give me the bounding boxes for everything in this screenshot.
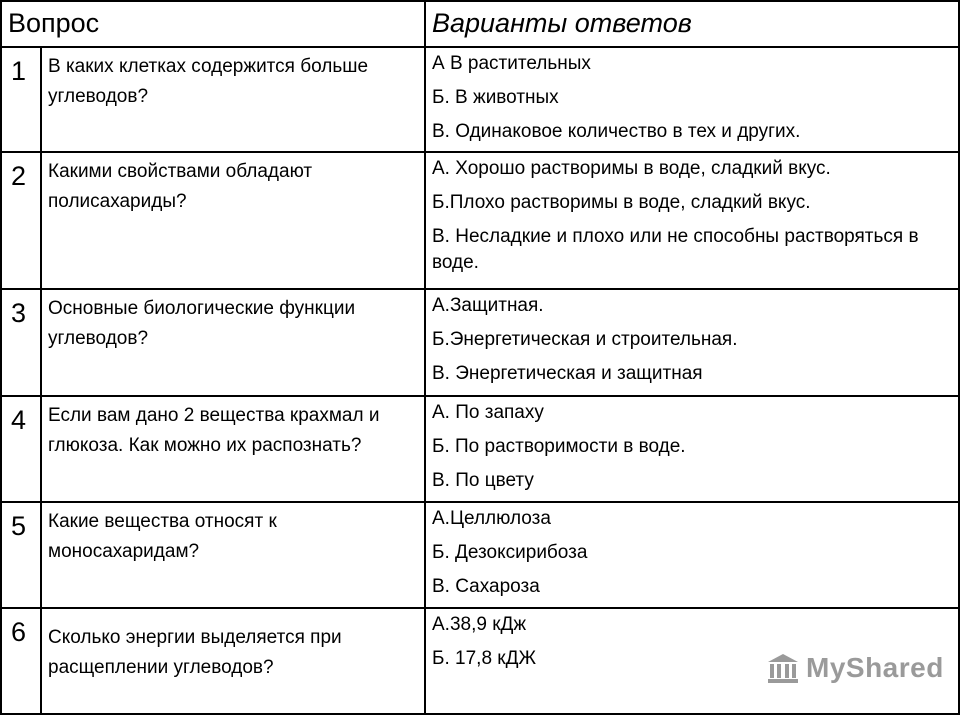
question-text: Какими свойствами обладают полисахариды? [41,152,425,289]
answer-option: А.Защитная. [432,295,544,316]
question-text: Основные биологические функции углеводов? [41,289,425,396]
header-answers-cell [425,1,959,47]
watermark-logo [766,652,944,684]
answer-option: А.38,9 кДж [432,614,527,635]
question-text: Сколько энергии выделяется при расщеплении углеводов? [41,608,425,714]
answer-option: А. По запаху [432,402,544,423]
answer-option: А. Хорошо растворимы в воде, сладкий вкус. [432,158,831,179]
question-text: В каких клетках содержится больше углеводов? [41,47,425,152]
answer-option: В. Одинаковое количество в тех и других. [432,121,801,142]
answer-option: Б. В животных [432,87,559,108]
answer-option: Б. 17,8 кДЖ [432,648,537,669]
answer-options [425,47,959,152]
watermark-text: MyShared [806,652,944,683]
answer-option: Б.Энергетическая и строительная. [432,329,738,350]
table-row [1,152,959,289]
header-row [1,1,959,47]
table-row [1,289,959,396]
row-number: 2 [1,152,41,289]
row-number: 5 [1,502,41,608]
answer-option: В. Несладкие и плохо или не способны растворяться в воде. [432,226,919,273]
row-number: 1 [1,47,41,152]
answer-option: А В растительных [432,53,591,74]
header-question: Вопрос [8,8,100,38]
answer-option: А.Целлюлоза [432,508,551,529]
question-text: Какие вещества относят к моносахаридам? [41,502,425,608]
row-number: 6 [1,608,41,714]
building-icon [766,652,800,684]
answer-options [425,396,959,502]
row-number: 3 [1,289,41,396]
answer-options [425,289,959,396]
table-row [1,396,959,502]
answer-option: Б. Дезоксирибоза [432,542,588,563]
header-answers: Варианты ответов [432,8,692,38]
answer-options [425,152,959,289]
header-question-cell [1,1,425,47]
table-row [1,47,959,152]
row-number: 4 [1,396,41,502]
answer-option: В. По цвету [432,470,534,491]
answer-option: Б. По растворимости в воде. [432,436,686,457]
answer-option: В. Сахароза [432,576,540,597]
table-row [1,502,959,608]
answer-option: В. Энергетическая и защитная [432,363,703,384]
answer-options [425,502,959,608]
answer-option: Б.Плохо растворимы в воде, сладкий вкус. [432,192,811,213]
question-text: Если вам дано 2 вещества крахмал и глюкоза. Как можно их распознать? [41,396,425,502]
